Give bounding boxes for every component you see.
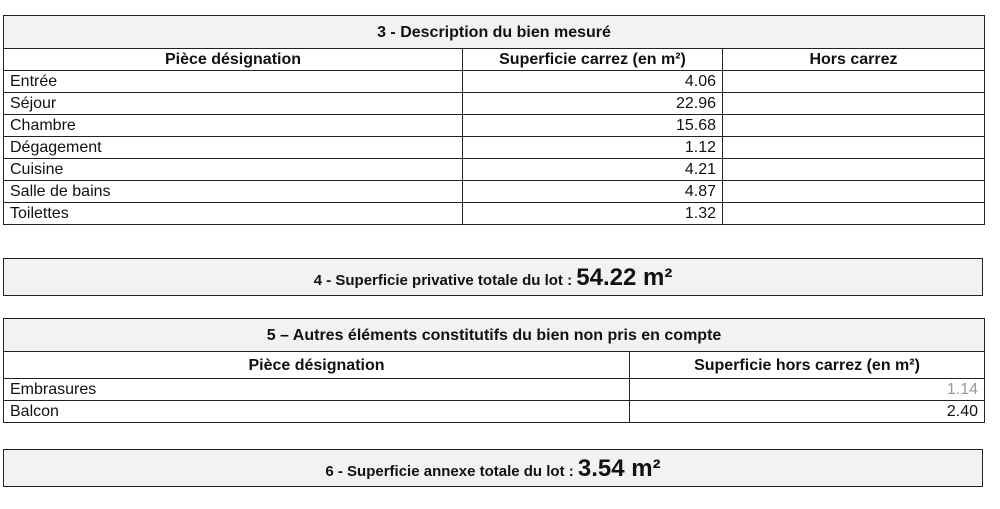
hors-carrez-cell	[723, 159, 985, 181]
description-table	[3, 15, 985, 225]
header-piece: Pièce désignation	[4, 49, 463, 71]
hors-carrez-cell	[723, 71, 985, 93]
table-row	[4, 203, 985, 225]
hors-carrez-cell	[723, 137, 985, 159]
header-hors-carrez: Hors carrez	[723, 49, 985, 71]
piece-cell: Cuisine	[4, 159, 463, 181]
piece-cell: Dégagement	[4, 137, 463, 159]
table-row	[4, 379, 985, 401]
table-row	[4, 137, 985, 159]
header-carrez: Superficie carrez (en m²)	[463, 49, 723, 71]
carrez-cell: 15.68	[463, 115, 723, 137]
total-annexe-label: 6 - Superficie annexe totale du lot :	[325, 463, 578, 480]
carrez-cell: 4.87	[463, 181, 723, 203]
carrez-cell: 4.21	[463, 159, 723, 181]
hors-carrez-cell	[723, 93, 985, 115]
total-annexe-box	[3, 449, 983, 487]
table-row	[4, 71, 985, 93]
total-privative-value: 54.22 m²	[576, 264, 673, 291]
table-row	[4, 115, 985, 137]
section5-title: 5 – Autres éléments constitutifs du bien non pris en compte	[4, 319, 985, 352]
piece-cell: Balcon	[4, 401, 630, 423]
hors-carrez-cell	[723, 181, 985, 203]
other-elements-table	[3, 318, 985, 423]
total-privative-label: 4 - Superficie privative totale du lot :	[313, 272, 577, 289]
table-row	[4, 181, 985, 203]
carrez-cell: 1.32	[463, 203, 723, 225]
total-annexe-value: 3.54 m²	[577, 455, 661, 482]
piece-cell: Chambre	[4, 115, 463, 137]
header-piece: Pièce désignation	[4, 352, 630, 379]
carrez-cell: 22.96	[463, 93, 723, 115]
piece-cell: Entrée	[4, 71, 463, 93]
hors-carrez-cell	[723, 203, 985, 225]
carrez-cell: 1.12	[463, 137, 723, 159]
piece-cell: Séjour	[4, 93, 463, 115]
piece-cell: Toilettes	[4, 203, 463, 225]
hors-carrez-cell: 1.14	[630, 379, 985, 401]
header-hors-carrez: Superficie hors carrez (en m²)	[630, 352, 985, 379]
total-privative-box	[3, 258, 983, 296]
table-row	[4, 401, 985, 423]
piece-cell: Embrasures	[4, 379, 630, 401]
carrez-cell: 4.06	[463, 71, 723, 93]
table-row	[4, 93, 985, 115]
hors-carrez-cell	[723, 115, 985, 137]
section3-title: 3 - Description du bien mesuré	[4, 16, 985, 49]
piece-cell: Salle de bains	[4, 181, 463, 203]
hors-carrez-cell: 2.40	[630, 401, 985, 423]
table-row	[4, 159, 985, 181]
